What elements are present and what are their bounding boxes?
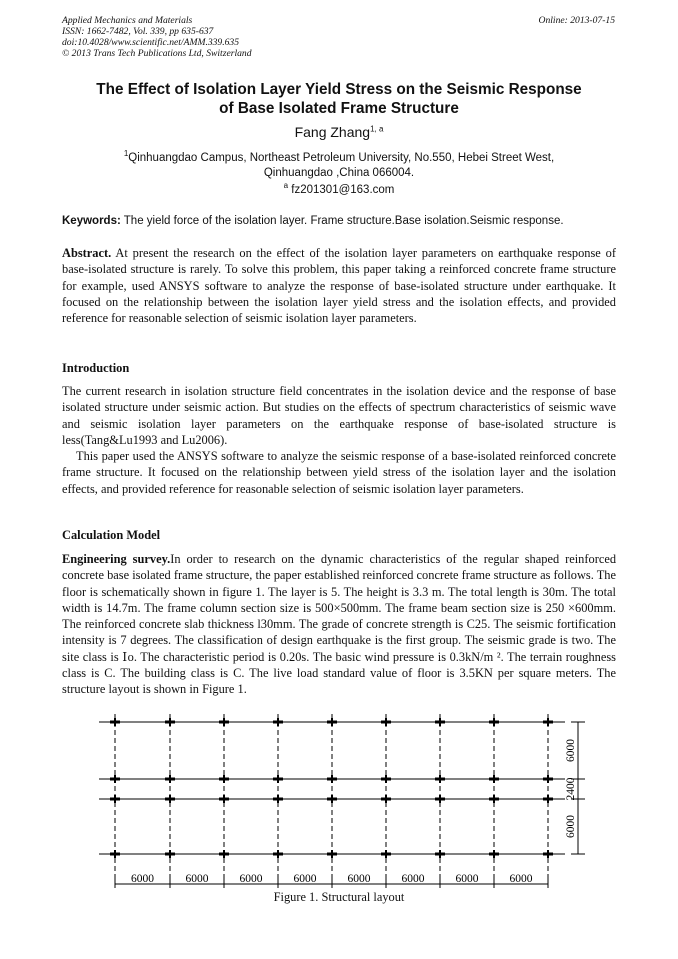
- intro-heading: Introduction: [62, 361, 130, 375]
- author-name: Fang Zhang: [294, 124, 371, 140]
- online-date: Online: 2013-07-15: [538, 15, 615, 26]
- journal-header: [62, 15, 252, 59]
- abstract-text: At present the research on the effect of the isolation layer parameters on earthquake response of base-isolated structure is rarely. To solve this problem, this paper taking a reinforced concrete frame structure for example, used ANSYS software to analyze the response of base-isolated structure under earthquake. It focused on the relationship between the isolation layer yield stress and the isolation effects, and provided reference for reasonable selection of seismic isolation layer parameters.: [62, 246, 616, 326]
- copyright: © 2013 Trans Tech Publications Ltd, Switzerland: [62, 48, 252, 59]
- keywords-label: Keywords:: [62, 215, 121, 227]
- doi: doi:10.4028/www.scientific.net/AMM.339.635: [62, 37, 240, 48]
- intro-paragraph-2: This paper used the ANSYS software to analyze the seismic response of a base-isolated reinforced concrete frame structure. It focused on the relationship between yield stress of the isolation layer and the isolation effects, and provided reference for reasonable selection of seismic isolation layer parameters.: [62, 449, 616, 496]
- side-dimension-label: 2400: [565, 777, 577, 801]
- paper-title: [62, 80, 616, 118]
- keywords-text: The yield force of the isolation layer. Frame structure.Base isolation.Seismic response.: [120, 215, 564, 227]
- title-line-1: The Effect of Isolation Layer Yield Stress on the Seismic Response: [96, 81, 582, 98]
- calc-label: Engineering survey.: [62, 552, 171, 566]
- figure-caption: Figure 1. Structural layout: [273, 890, 405, 904]
- email-text: fz201301@163.com: [291, 184, 395, 196]
- bay-dimension-label: 6000: [347, 873, 371, 885]
- email: [62, 181, 616, 196]
- calc-heading: Calculation Model: [62, 528, 161, 542]
- bay-dimension-label: 6000: [401, 873, 425, 885]
- journal-name: Applied Mechanics and Materials: [62, 15, 193, 26]
- bay-dimension-label: 6000: [185, 873, 209, 885]
- calc-text: In order to research on the dynamic characteristics of the regular shaped reinforced concrete base isolated frame structure, the paper established reinforced concrete frame structure as follows. The floor is schematically shown in figure 1. The layer is 5. The height is 3.3 m. The total length is 30m. The total width is 14.7m. The frame column section size is 500×500mm. The frame beam section size is 250 ×600mm. The reinforced concrete slab thickness l30mm. The grade of concrete strength is C25. The seismic fortification intensity is 7 degrees. The classification of design earthquake is the first group. The seismic grade is two. The site class is Ⅰo. The characteristic period is 0.20s. The basic wind pressure is 0.3kN/m ². The terrain roughness class is C. The building class is C. The live load standard value of floor is 3.5KN per square meters. The structure layout is shown in Figure 1.: [62, 552, 617, 697]
- side-dimension-label: 6000: [565, 815, 577, 838]
- title-line-2: of Base Isolated Frame Structure: [219, 100, 459, 117]
- email-sup: a: [283, 181, 289, 191]
- bay-dimension-label: 6000: [131, 873, 154, 885]
- affil-sup: 1: [123, 149, 129, 159]
- bay-dimension-label: 6000: [239, 873, 263, 885]
- calc-paragraph: [62, 551, 616, 698]
- bay-dimension-label: 6000: [509, 873, 533, 885]
- author-sup: 1, a: [370, 124, 384, 134]
- affil-line-1: Qinhuangdao Campus, Northeast Petroleum University, No.550, Hebei Street West,: [128, 152, 555, 164]
- author: [62, 124, 616, 140]
- bay-dimension-label: 6000: [455, 873, 479, 885]
- structural-layout-figure: [95, 712, 595, 890]
- affil-line-2: Qinhuangdao ,China 066004.: [263, 167, 415, 179]
- affiliation: [62, 151, 616, 181]
- keywords: [62, 215, 622, 227]
- abstract: [62, 245, 616, 326]
- abstract-label: Abstract.: [62, 246, 112, 260]
- bay-dimension-label: 6000: [293, 873, 317, 885]
- intro-paragraph-1: The current research in isolation structure field concentrates in the isolation device and the response of base isolated structure under seismic action. But studies on the effects of spectrum characteristics of seismic wave and seismic isolation layer parameters on the earthquake response of base-isolated structure is less(Tang&Lu1993 and Lu2006).: [62, 384, 616, 447]
- issn: ISSN: 1662-7482, Vol. 339, pp 635-637: [62, 26, 214, 37]
- side-dimension-label: 6000: [565, 739, 577, 762]
